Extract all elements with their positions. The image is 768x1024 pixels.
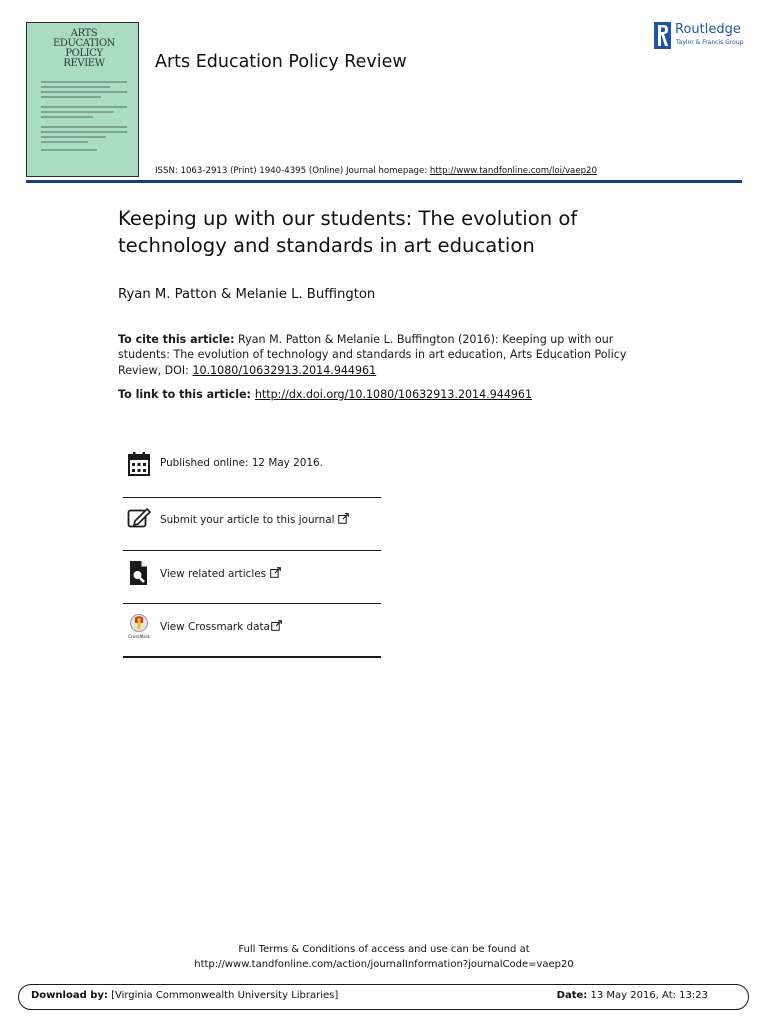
- cover-decoration: [41, 81, 127, 154]
- citation-block: [118, 332, 653, 378]
- publisher-name: Routledge: [675, 22, 741, 37]
- download-info-bar: [18, 984, 749, 1010]
- routledge-logo-icon: [654, 22, 671, 49]
- issn-line: [155, 166, 597, 176]
- document-search-icon: [127, 560, 151, 586]
- download-date: Date: 13 May 2016, At: 13:23: [556, 990, 708, 1001]
- issn-text: ISSN: 1063-2913 (Print) 1940-4395 (Online) Journal homepage:: [155, 166, 430, 176]
- published-online-text: Published online: 12 May 2016.: [160, 457, 323, 469]
- submit-article-item[interactable]: [123, 498, 381, 551]
- header-divider: [26, 180, 742, 183]
- crossmark-icon-text: CrossMark: [128, 634, 150, 639]
- article-authors: Ryan M. Patton & Melanie L. Buffington: [118, 287, 376, 302]
- journal-cover-image: [26, 22, 139, 177]
- article-info-list: [123, 445, 381, 658]
- crossmark-icon: [127, 613, 151, 639]
- terms-notice: [0, 942, 768, 972]
- published-online-item: [123, 445, 381, 498]
- edit-icon: [127, 506, 151, 532]
- terms-line-1: Full Terms & Conditions of access and use can be found at: [238, 944, 530, 955]
- crossmark-link[interactable]: View Crossmark data: [160, 620, 282, 633]
- external-link-icon: [270, 567, 281, 578]
- cite-doi-link[interactable]: 10.1080/10632913.2014.944961: [192, 363, 377, 377]
- article-doi-link[interactable]: http://dx.doi.org/10.1080/10632913.2014.944961: [254, 388, 533, 401]
- terms-url[interactable]: http://www.tandfonline.com/action/journalInformation?journalCode=vaep20: [194, 959, 574, 970]
- journal-title: Arts Education Policy Review: [155, 52, 407, 72]
- publisher-subtitle: Taylor & Francis Group: [676, 39, 744, 46]
- cover-title: ARTS EDUCATION POLICY REVIEW: [52, 28, 116, 69]
- cite-text: Ryan M. Patton & Melanie L. Buffington (2016): Keeping up with our students: The evolution of technology and standards in art education, Arts Education Policy Review, DOI:: [118, 333, 627, 377]
- crossmark-item[interactable]: [123, 604, 381, 658]
- related-articles-item[interactable]: [123, 551, 381, 604]
- calendar-icon: [127, 451, 151, 477]
- link-label: To link to this article:: [118, 388, 255, 401]
- related-articles-link[interactable]: View related articles: [160, 567, 281, 580]
- journal-homepage-link[interactable]: http://www.tandfonline.com/loi/vaep20: [429, 166, 597, 176]
- external-link-icon: [338, 513, 349, 524]
- download-by: Download by: [Virginia Commonwealth University Libraries]: [31, 990, 339, 1001]
- submit-article-link[interactable]: Submit your article to this journal: [160, 513, 349, 526]
- cite-label: To cite this article:: [118, 333, 235, 346]
- external-link-icon: [271, 620, 282, 631]
- article-title: Keeping up with our students: The evolution of technology and standards in art education: [118, 207, 578, 257]
- article-link-line: [118, 388, 532, 401]
